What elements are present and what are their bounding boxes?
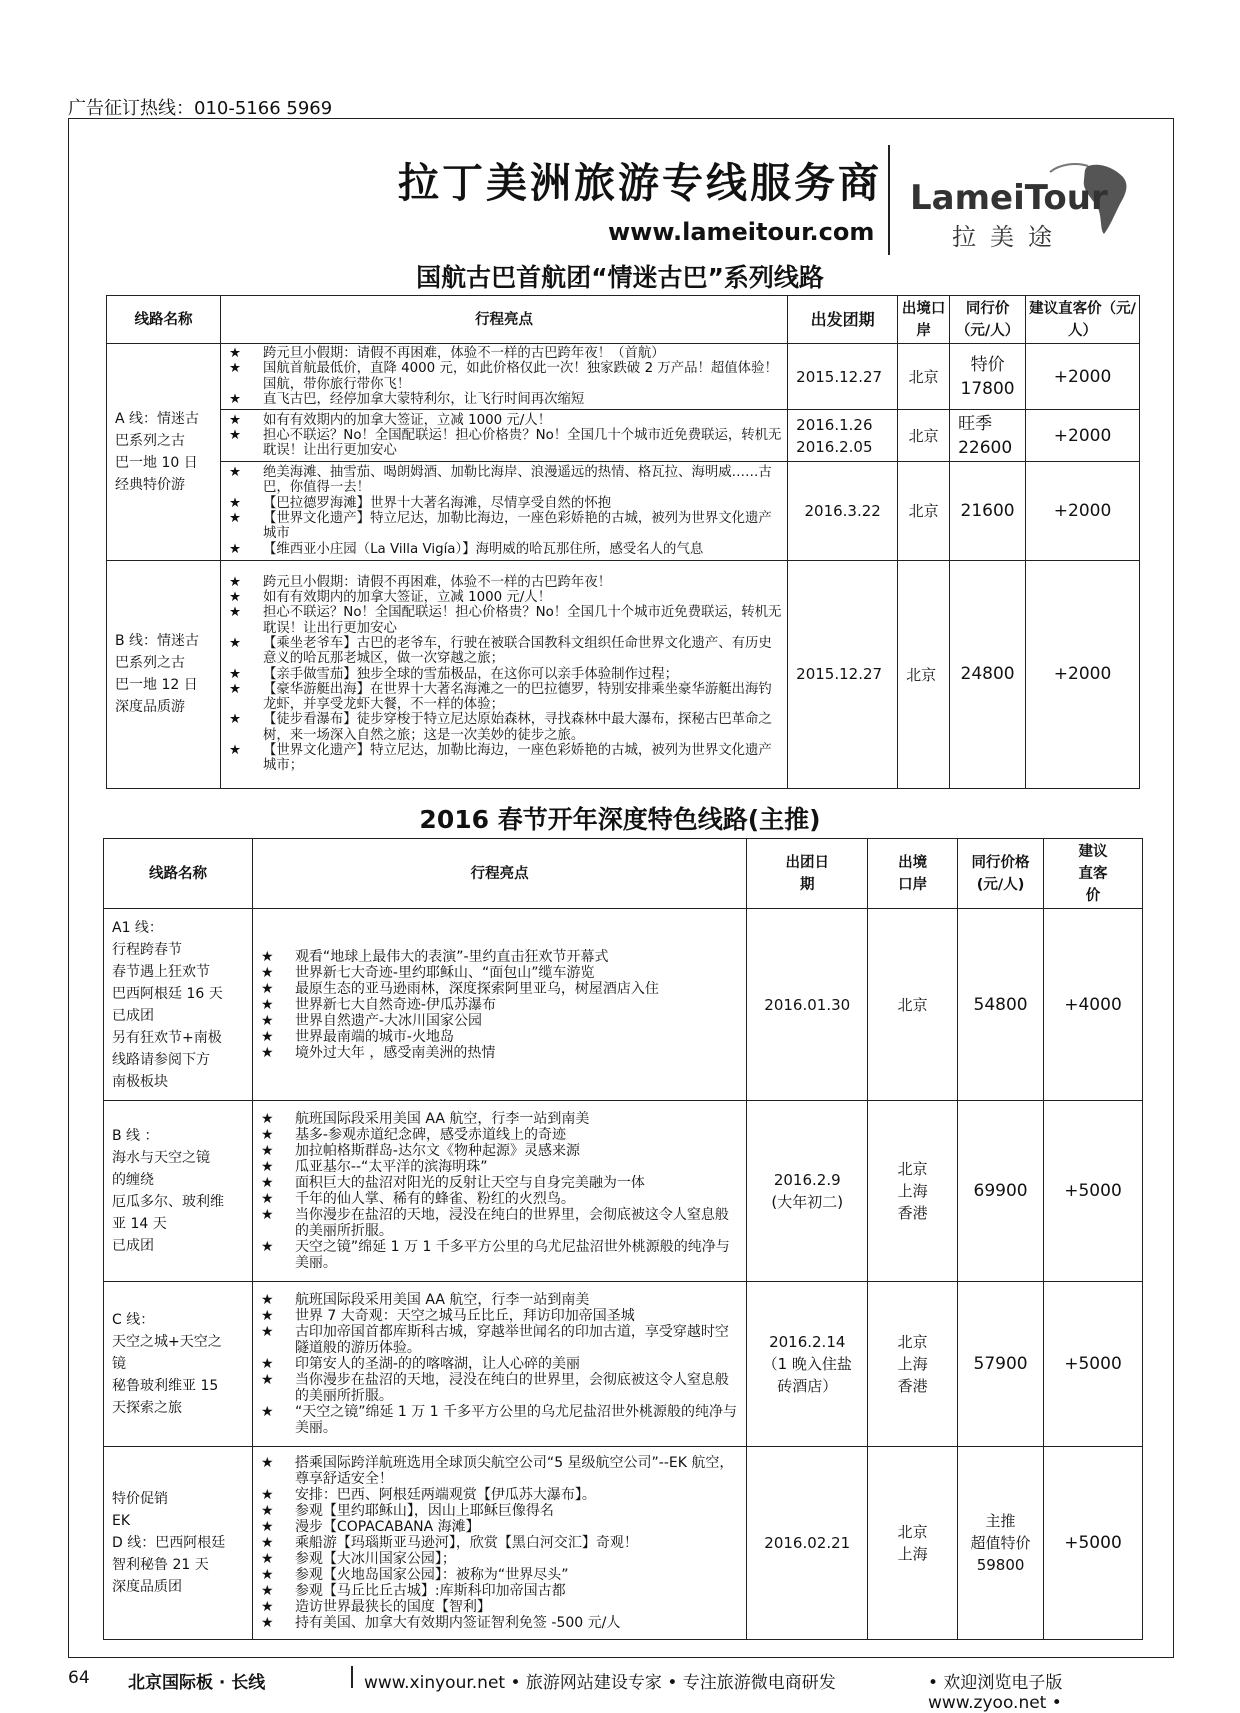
route-c-name: C 线： 天空之城+天空之 镜 秘鲁玻利维亚 15 天探索之旅 (104, 1282, 253, 1447)
star-icon: ★ (260, 1159, 274, 1176)
trade-price: 24800 (950, 560, 1026, 789)
route-a1-name: A1 线： 行程跨春节 春节遇上狂欢节 巴西阿根廷 16 天 已成团 另有狂欢节+南极 线路请参阅下方 南极板块 (104, 909, 253, 1101)
star-icon: ★ (228, 636, 241, 651)
direct-price: +2000 (1026, 560, 1140, 789)
table-header-row (104, 839, 1143, 909)
route-a-highlights-1: ★ 跨元旦小假期：请假不再困难，体验不一样的古巴跨年夜！（首航） ★ 国航首航最低价，直降 4000 元，如此价格仅此一次！独家跌破 2 万产品！超值体验！国航，带你旅行带你飞！ ★ 直飞古巴，经停加拿大蒙特利尔，让飞行时间再次缩短 (220, 344, 787, 410)
title-divider (888, 145, 890, 255)
col-highlights: 行程亮点 (252, 839, 746, 909)
trade-price: 54800 (958, 909, 1044, 1101)
departure-date: 2016.1.26 2016.2.05 (788, 410, 898, 462)
route-b-name: B 线：情迷古 巴系列之古 巴一地 12 日 深度品质游 (107, 560, 221, 789)
table-row (104, 1446, 1143, 1639)
star-icon: ★ (260, 1403, 274, 1420)
cuba-routes-table (106, 295, 1140, 789)
star-icon: ★ (228, 361, 241, 377)
direct-price: +4000 (1044, 909, 1143, 1101)
star-icon: ★ (260, 1207, 274, 1224)
star-icon: ★ (260, 1614, 274, 1631)
route-a-name: A 线：情迷古 巴系列之古 巴一地 10 日 经典特价游 (107, 344, 221, 560)
star-icon: ★ (260, 1111, 274, 1128)
direct-price: +5000 (1044, 1282, 1143, 1447)
departure-port: 北京 (898, 462, 950, 560)
star-icon: ★ (260, 1143, 274, 1160)
col-direct-price: 建议直客价 (1044, 839, 1143, 909)
trade-price: 69900 (958, 1101, 1044, 1282)
col-departure: 出团日期 (747, 839, 868, 909)
departure-port: 北京 (898, 344, 950, 410)
star-icon: ★ (228, 510, 241, 526)
table-row (104, 909, 1143, 1101)
departure-date: 2016.2.14 （1 晚入住盐 砖酒店） (747, 1282, 868, 1447)
star-icon: ★ (260, 1191, 274, 1208)
star-icon: ★ (228, 391, 241, 407)
departure-date: 2015.12.27 (788, 344, 898, 410)
route-a-highlights-2: ★ 如有有效期内的加拿大签证，立减 1000 元/人！ ★ 担心不联运？No！全国配联运！担心价格贵？No！全国几十个城市近免费联运，转机无耽误！让出行更加安心 (220, 410, 787, 462)
star-icon: ★ (260, 1127, 274, 1144)
page-title: 拉丁美洲旅游专线服务商 (398, 159, 882, 207)
star-icon: ★ (260, 948, 274, 965)
star-icon: ★ (260, 1518, 274, 1535)
section1-title: 国航古巴首航团“情迷古巴”系列线路 (416, 263, 824, 292)
star-icon: ★ (260, 1598, 274, 1615)
star-icon: ★ (260, 1044, 274, 1061)
page-number: 64 (68, 1668, 90, 1688)
route-b2-name: B 线 ： 海水与天空之镜 的缠绕 厄瓜多尔、玻利维 亚 14 天 已成团 (104, 1101, 253, 1282)
logo-text: LameiTour (910, 178, 1108, 218)
col-route-name: 线路名称 (104, 839, 253, 909)
star-icon: ★ (228, 605, 241, 621)
star-icon: ★ (228, 495, 241, 511)
departure-date: 2016.02.21 (747, 1446, 868, 1639)
table-row (107, 344, 1140, 410)
departure-date: 2016.2.9 (大年初二) (747, 1101, 868, 1282)
departure-date: 2016.3.22 (788, 462, 898, 560)
star-icon: ★ (260, 1307, 274, 1324)
col-trade-price: 同行价（元/人） (950, 296, 1026, 344)
route-a1-highlights: ★ 观看“地球上最伟大的表演”-里约直击狂欢节开幕式 ★ 世界新七大奇迹-里约耶稣山、“面包山”缆车游览 ★ 最原生态的亚马逊雨林，深度探索阿里亚乌，树屋酒店入住 ★ 世界新七大自然奇迹-伊瓜苏瀑布 ★ 世界自然遗产-大冰川国家公园 ★ 世界最南端的城市-火地岛 ★ 境外过大年 ，感受南美洲的热情 (252, 909, 746, 1101)
direct-price: +5000 (1044, 1101, 1143, 1282)
publication-name: 北京国际板 · 长线 (128, 1673, 266, 1693)
footer-sponsor[interactable]: www.xinyour.net • 旅游网站建设专家 • 专注旅游微电商研发 (364, 1673, 836, 1693)
star-icon: ★ (260, 1355, 274, 1372)
star-icon: ★ (260, 1239, 274, 1256)
col-direct-price: 建议直客价（元/人） (1026, 296, 1140, 344)
star-icon: ★ (260, 964, 274, 981)
star-icon: ★ (228, 590, 241, 606)
star-icon: ★ (260, 1291, 274, 1308)
star-icon: ★ (260, 1012, 274, 1029)
table-row (104, 1282, 1143, 1447)
star-icon: ★ (260, 1371, 274, 1388)
route-d-name: 特价促销 EK D 线：巴西阿根廷 智利秘鲁 21 天 深度品质团 (104, 1446, 253, 1639)
star-icon: ★ (260, 1582, 274, 1599)
col-port: 出境口岸 (898, 296, 950, 344)
logo-chinese: 拉美途 (952, 223, 1066, 251)
departure-port: 北京 (898, 560, 950, 789)
star-icon: ★ (228, 428, 241, 444)
star-icon: ★ (260, 1566, 274, 1583)
table-row (107, 462, 1140, 560)
col-trade-price: 同行价格(元/人) (958, 839, 1044, 909)
star-icon: ★ (228, 666, 241, 682)
trade-price: 主推 超值特价 59800 (958, 1446, 1044, 1639)
table-header-row (107, 296, 1140, 344)
website-link[interactable]: www.lameitour.com (608, 218, 875, 246)
star-icon: ★ (228, 681, 241, 697)
star-icon: ★ (260, 996, 274, 1013)
departure-port: 北京 上海 (868, 1446, 958, 1639)
table-row (107, 560, 1140, 789)
departure-port: 北京 (868, 909, 958, 1101)
star-icon: ★ (228, 712, 241, 728)
section2-title: 2016 春节开年深度特色线路(主推) (419, 805, 821, 834)
star-icon: ★ (228, 743, 241, 759)
col-highlights: 行程亮点 (220, 296, 787, 344)
departure-date: 2016.01.30 (747, 909, 868, 1101)
table-row (107, 410, 1140, 462)
footer-divider (351, 1666, 353, 1688)
table-row (104, 1101, 1143, 1282)
spring-festival-routes-table (103, 838, 1143, 1640)
star-icon: ★ (228, 574, 241, 590)
route-a-highlights-3: ★ 绝美海滩、抽雪茄、喝朗姆酒、加勒比海岸、浪漫遥远的热情、格瓦拉、海明威……古巴，你值得一去！ ★ 【巴拉德罗海滩】世界十大著名海滩，尽情享受自然的怀抱 ★ 【世界文化遗产】特立尼达，加勒比海边，一座色彩娇艳的古城，被列为世界文化遗产城市 ★ 【维西亚小庄园（La Villa Vigía）】海明威的哈瓦那住所，感受名人的气息 (220, 462, 787, 560)
trade-price: 旺季 22600 (950, 410, 1026, 462)
star-icon: ★ (260, 1175, 274, 1192)
star-icon: ★ (260, 1486, 274, 1503)
star-icon: ★ (228, 412, 241, 428)
direct-price: +2000 (1026, 344, 1140, 410)
star-icon: ★ (228, 465, 241, 481)
direct-price: +2000 (1026, 462, 1140, 560)
route-d-highlights: ★ 搭乘国际跨洋航班选用全球顶尖航空公司“5 星级航空公司”--EK 航空，尊享舒适安全！ ★ 安排：巴西、阿根廷两端观赏【伊瓜苏大瀑布】。 ★ 参观【里约耶稣山】，因山上耶稣巨像得名 ★ 漫步【COPACABANA 海滩】 ★ 乘船游【玛瑙斯亚马逊河】，欣赏【黑白河交汇】奇观！ ★ 参观【大冰川国家公园】； ★ 参观【火地岛国家公园】：被称为“世界尽头” ★ 参观【马丘比丘古城】:库斯科印加帝国古都 ★ 造访世界最狭长的国度【智利】 ★ 持有美国、加拿大有效期内签证智利免签 -500 元/人 (252, 1446, 746, 1639)
star-icon: ★ (260, 1534, 274, 1551)
star-icon: ★ (228, 346, 241, 362)
star-icon: ★ (260, 980, 274, 997)
route-c-highlights: ★ 航班国际段采用美国 AA 航空，行李一站到南美 ★ 世界 7 大奇观：天空之城马丘比丘，拜访印加帝国圣城 ★ 古印加帝国首都库斯科古城，穿越举世闻名的印加古道，享受穿越时空隧道般的游历体验。 ★ 印第安人的圣湖-的的喀喀湖，让人心碎的美丽 ★ 当你漫步在盐沼的天地，浸没在纯白的世界里，会彻底被这令人窒息般的美丽所折服。 ★ “天空之镜”绵延 1 万 1 千多平方公里的乌尤尼盐沼世外桃源般的纯净与美丽。 (252, 1282, 746, 1447)
departure-port: 北京 上海 香港 (868, 1282, 958, 1447)
col-route-name: 线路名称 (107, 296, 221, 344)
trade-price: 21600 (950, 462, 1026, 560)
star-icon: ★ (260, 1502, 274, 1519)
departure-port: 北京 (898, 410, 950, 462)
route-b2-highlights: ★ 航班国际段采用美国 AA 航空，行李一站到南美 ★ 基多-参观赤道纪念碑，感受赤道线上的奇迹 ★ 加拉帕格斯群岛-达尔文《物种起源》灵感来源 ★ 瓜亚基尔--“太平洋的滨海明珠” ★ 面积巨大的盐沼对阳光的反射让天空与自身完美融为一体 ★ 千年的仙人掌、稀有的蜂雀、粉红的火烈鸟。 ★ 当你漫步在盐沼的天地，浸没在纯白的世界里，会彻底被这令人窒息般的美丽所折服。 ★ 天空之镜”绵延 1 万 1 千多平方公里的乌尤尼盐沼世外桃源般的纯净与美丽。 (252, 1101, 746, 1282)
star-icon: ★ (260, 1028, 274, 1045)
direct-price: +5000 (1044, 1446, 1143, 1639)
star-icon: ★ (228, 541, 241, 557)
direct-price: +2000 (1026, 410, 1140, 462)
star-icon: ★ (260, 1323, 274, 1340)
route-b-highlights: ★ 跨元旦小假期：请假不再困难，体验不一样的古巴跨年夜！ ★ 如有有效期内的加拿大签证，立减 1000 元/人！ ★ 担心不联运？No！全国配联运！担心价格贵？No！全国几十个城市近免费联运，转机无耽误！让出行更加安心 ★ 【乘坐老爷车】古巴的老爷车，行驶在被联合国教科文组织任命世界文化遗产、有历史意义的哈瓦那老城区，做一次穿越之旅； ★ 【亲手做雪茄】独步全球的雪茄极品，在这你可以亲手体验制作过程； ★ 【豪华游艇出海】在世界十大著名海滩之一的巴拉德罗，特别安排乘坐豪华游艇出海钓龙虾，并享受龙虾大餐，不一样的体验； ★ 【徒步看瀑布】徒步穿梭于特立尼达原始森林，寻找森林中最大瀑布，探秘古巴革命之树，来一场深入自然之旅；这是一次美妙的徒步之旅。 ★ 【世界文化遗产】特立尼达，加勒比海边，一座色彩娇艳的古城，被列为世界文化遗产城市； (220, 560, 787, 789)
trade-price: 特价 17800 (950, 344, 1026, 410)
col-departure: 出发团期 (788, 296, 898, 344)
col-port: 出境口岸 (868, 839, 958, 909)
trade-price: 57900 (958, 1282, 1044, 1447)
departure-port: 北京 上海 香港 (868, 1101, 958, 1282)
footer-ebook-link[interactable]: • 欢迎浏览电子版 www.zyoo.net • (928, 1673, 1063, 1713)
star-icon: ★ (260, 1454, 274, 1471)
ad-hotline: 广告征订热线：010-5166 5969 (68, 98, 333, 119)
star-icon: ★ (260, 1550, 274, 1567)
departure-date: 2015.12.27 (788, 560, 898, 789)
